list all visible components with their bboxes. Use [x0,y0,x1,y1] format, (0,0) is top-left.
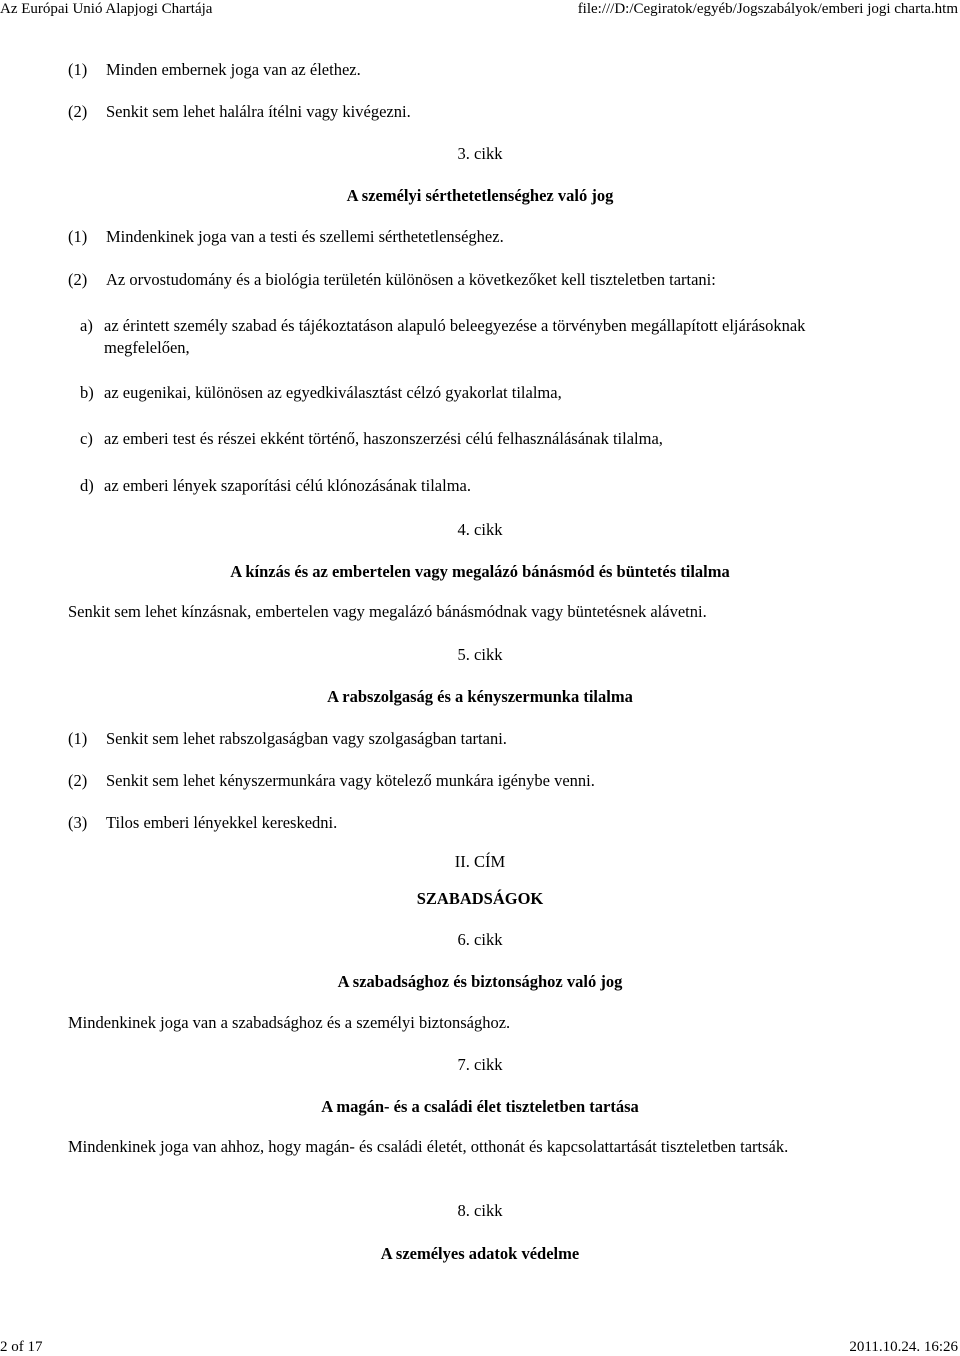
paragraph-text: Senkit sem lehet rabszolgaságban vagy szolgaságban tartani. [106,729,507,748]
article-5-title: A rabszolgaság és a kényszermunka tilalma [327,687,633,706]
item-letter: b) [80,383,94,402]
paragraph-number: (3) [68,813,88,832]
article-6-title: A szabadsághoz és biztonsághoz való jog [337,972,623,991]
article-8-title: A személyes adatok védelme [380,1244,580,1263]
article-4-text: Senkit sem lehet kínzásnak, embertelen vagy megalázó bánásmódnak vagy büntetésnek alávetni. [68,602,707,621]
item-letter: a) [80,316,93,335]
article-3-label: 3. cikk [457,144,503,163]
item-text: az eugenikai, különösen az egyedkiválasztást célzó gyakorlat tilalma, [104,383,562,402]
page-footer-page-number: 2 of 17 [0,1339,43,1355]
article-8-label: 8. cikk [457,1201,503,1220]
page-header-title: Az Európai Unió Alapjogi Chartája [0,1,213,17]
page-footer-datetime: 2011.10.24. 16:26 [849,1339,958,1355]
paragraph-number: (1) [68,60,88,79]
paragraph-number: (1) [68,227,88,246]
item-text: az emberi test és részei ekként történő, haszonszerzési célú felhasználásának tilalma, [104,429,663,448]
paragraph-number: (2) [68,270,88,289]
item-letter: d) [80,476,94,495]
paragraph-text: Mindenkinek joga van a testi és szellemi sérthetetlenséghez. [106,227,504,246]
item-letter: c) [80,429,93,448]
article-3-item-a-text: az érintett személy szabad és tájékoztatáson alapuló beleegyezése a törvényben megállapított eljárásoknak megfelelően, [104,316,806,357]
article-7-text: Mindenkinek joga van ahhoz, hogy magán- és családi életét, otthonát és kapcsolattartását tiszteletben tartsák. [68,1137,789,1156]
article-4-label: 4. cikk [457,520,503,539]
paragraph-text: Senkit sem lehet kényszermunkára vagy kötelező munkára igénybe venni. [106,771,595,790]
item-text: az emberi lények szaporítási célú klónozásának tilalma. [104,476,471,495]
article-6-label: 6. cikk [457,930,503,949]
article-4-title: A kínzás és az embertelen vagy megalázó bánásmód és büntetés tilalma [230,562,730,581]
article-6-text: Mindenkinek joga van a szabadsághoz és a személyi biztonsághoz. [68,1013,511,1032]
article-7-title: A magán- és a családi élet tiszteletben tartása [321,1097,639,1116]
paragraph-number: (2) [68,771,88,790]
paragraph-number: (2) [68,102,88,121]
article-7-label: 7. cikk [457,1055,503,1074]
paragraph-text: Minden embernek joga van az élethez. [106,60,361,79]
title-2-label: II. CÍM [454,852,506,871]
article-3-title: A személyi sérthetetlenséghez való jog [346,186,614,205]
page-header-url: file:///D:/Cegiratok/egyéb/Jogszabályok/emberi jogi charta.htm [577,1,958,17]
paragraph-number: (1) [68,729,88,748]
article-5-label: 5. cikk [457,645,503,664]
paragraph-text: Az orvostudomány és a biológia területén különösen a következőket kell tiszteletben tartani: [106,270,716,289]
paragraph-text: Tilos emberi lényekkel kereskedni. [106,813,338,832]
paragraph-text: Senkit sem lehet halálra ítélni vagy kivégezni. [106,102,411,121]
title-2-name: SZABADSÁGOK [416,889,544,908]
